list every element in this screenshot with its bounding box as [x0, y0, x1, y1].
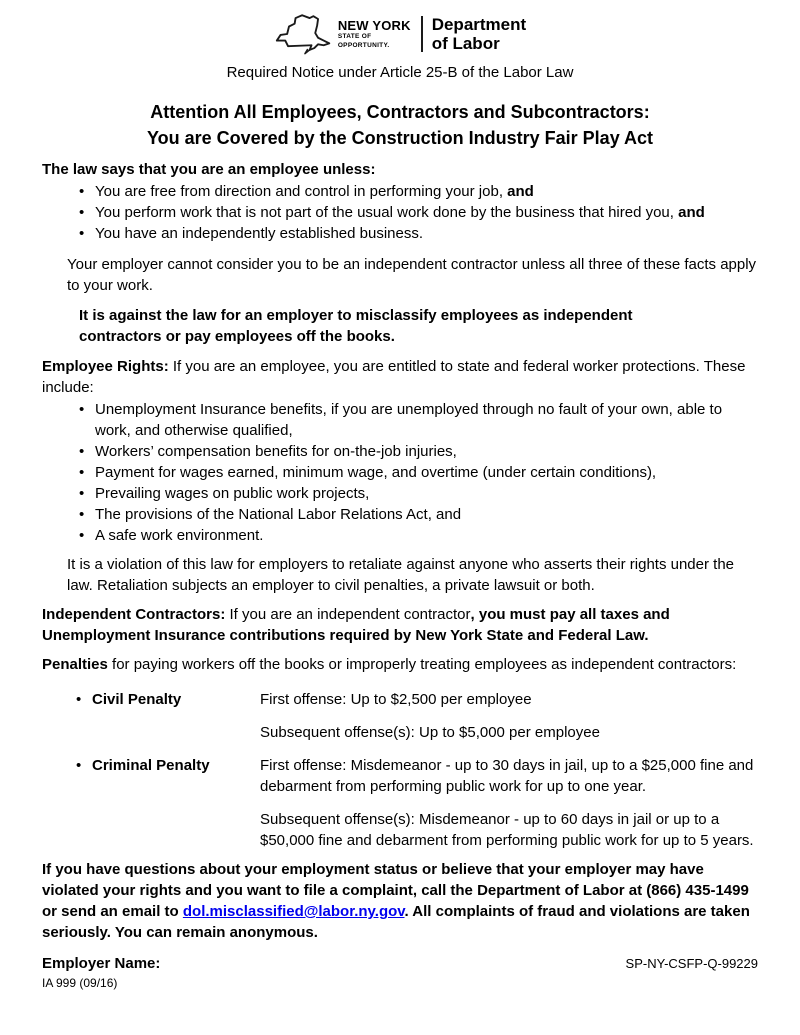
civil-penalty-description [260, 689, 754, 743]
footer [42, 953, 758, 974]
employee-rights-intro-text: If you are an employee, you are entitled to state and federal worker protections. These include: [42, 358, 746, 396]
list-item [75, 223, 758, 244]
independent-contractors-label: Independent Contractors: [42, 606, 226, 623]
department-name [432, 15, 526, 53]
independent-contractors-bold-text: , you must pay all taxes and Unemployment Insurance contributions required by New York State and Federal Law. [42, 606, 670, 644]
criminal-penalty-label: Criminal Penalty [92, 757, 210, 774]
retaliation-paragraph: It is a violation of this law for employers to retaliate against anyone who asserts their rights under the law. Retaliation subjects an employer to civil penalties, a private lawsuit or both. [67, 556, 735, 594]
list-item: • Workers’ compensation benefits for on-the-job injuries, [75, 441, 758, 462]
list-item: • Payment for wages earned, minimum wage, and overtime (under certain conditions), [75, 462, 758, 483]
penalties-intro [42, 654, 758, 675]
list-item: • A safe work environment. [75, 525, 758, 546]
list-item [75, 202, 758, 223]
required-notice-line: Required Notice under Article 25-B of the Labor Law [226, 64, 574, 81]
list-item: • Unemployment Insurance benefits, if you are unemployed through no fault of your own, able to work, and otherwise qualified, [75, 399, 758, 441]
bullet-marker [72, 689, 92, 743]
civil-penalty-label: Civil Penalty [92, 691, 182, 708]
independent-contractors-text: If you are an independent contractor [225, 606, 471, 623]
department-line1: Department [431, 15, 527, 34]
employee-test-list [75, 181, 758, 244]
list-item: • The provisions of the National Labor Relations Act, and [75, 504, 758, 525]
penalties-intro-text: for paying workers off the books or improperly treating employees as independent contractors: [107, 656, 737, 673]
penalty-line: Subsequent offense(s): Misdemeanor - up to 60 days in jail or up to a $50,000 fine and debarment from performing public work for up to 5 years. [260, 811, 754, 849]
law-section-heading: The law says that you are an employee unless: [42, 161, 376, 178]
email-link[interactable]: dol.misclassified@labor.ny.gov [182, 903, 405, 920]
penalty-line: First offense: Misdemeanor - up to 30 days in jail, up to a $25,000 fine and debarment from performing public work for up to one year. [260, 757, 754, 795]
bullet-text: You are free from direction and control in performing your job, [95, 183, 503, 200]
independent-contractor-conditions-paragraph: Your employer cannot consider you to be an independent contractor unless all three of these facts apply to your work. [67, 256, 757, 294]
criminal-penalty-row [72, 755, 754, 851]
brand-name: NEW YORK [337, 18, 411, 33]
bullet-text: You perform work that is not part of the usual work done by the business that hired you, [95, 204, 674, 221]
complaint-instructions [42, 859, 758, 943]
form-number: IA 999 (09/16) [42, 976, 118, 990]
penalties-label: Penalties [42, 656, 108, 673]
list-item [75, 181, 758, 202]
employer-name-label: Employer Name: [42, 955, 161, 972]
document-title-line1: Attention All Employees, Contractors and Subcontractors: [150, 102, 650, 122]
department-line2: of Labor [431, 34, 500, 53]
brand-tagline-line1: STATE OF [337, 33, 372, 40]
complaint-text-before-link: If you have questions about your employment status or believe that your employer may have violated your rights and you want to file a complaint, call the Department of Labor at (866) 435-1499 or send an email to [42, 861, 749, 920]
civil-penalty-row [72, 689, 754, 743]
brand-tagline-line2: OPPORTUNITY. [337, 41, 390, 49]
misclassification-warning: It is against the law for an employer to misclassify employees as independent contractors or pay employees off the books. [79, 307, 633, 345]
logo-divider [421, 16, 423, 52]
complaint-text-after-link: . All complaints of fraud and violations are taken seriously. You can remain anonymous. [42, 903, 750, 941]
document-title-line2: You are Covered by the Construction Industry Fair Play Act [146, 128, 654, 148]
independent-contractors-paragraph [42, 604, 758, 646]
logo-brand-text [338, 19, 411, 49]
penalty-line: First offense: Up to $2,500 per employee [260, 691, 532, 708]
document-code: SP-NY-CSFP-Q-99229 [625, 956, 758, 971]
employee-rights-intro [42, 356, 758, 398]
list-item: • Prevailing wages on public work projects, [75, 483, 758, 504]
nydol-logo [42, 12, 758, 56]
bullet-text: You have an independently established business. [95, 225, 424, 242]
bullet-marker [72, 755, 92, 851]
ny-state-outline-icon [274, 12, 334, 56]
bullet-bold-suffix: and [503, 183, 534, 200]
penalty-line: Subsequent offense(s): Up to $5,000 per employee [260, 724, 600, 741]
criminal-penalty-description [260, 755, 754, 851]
bullet-bold-suffix: and [673, 204, 705, 221]
document-title [42, 99, 758, 151]
employee-rights-label: Employee Rights: [42, 358, 169, 375]
employee-rights-list [75, 399, 758, 546]
